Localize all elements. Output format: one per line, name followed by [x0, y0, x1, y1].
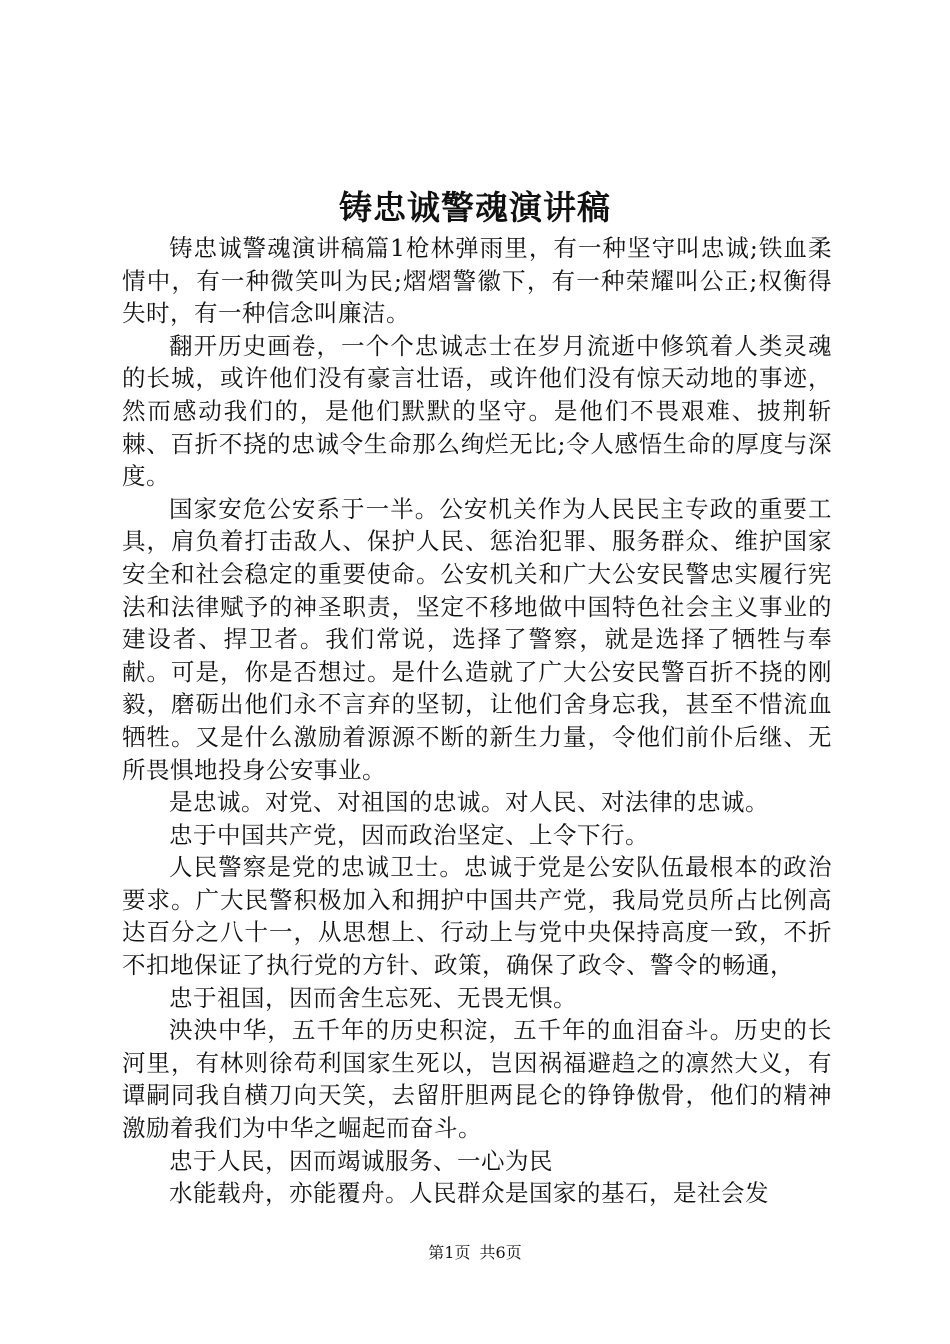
page-footer: [0, 1242, 950, 1264]
paragraph: 铸忠诚警魂演讲稿篇1枪林弹雨里，有一种坚守叫忠诚;铁血柔情中，有一种微笑叫为民;熠熠警徽下，有一种荣耀叫公正;权衡得失时，有一种信念叫廉洁。: [122, 234, 832, 328]
document-body: [122, 232, 832, 1210]
paragraph: 忠于人民，因而竭诚服务、一心为民: [169, 1146, 553, 1175]
paragraph: 国家安危公安系于一半。公安机关作为人民民主专政的重要工具，肩负着打击敌人、保护人民、惩治犯罪、服务群众、维护国家安全和社会稳定的重要使命。公安机关和广大公安民警忠实履行宪法和法律赋予的神圣职责，坚定不移地做中国特色社会主义事业的建设者、捍卫者。我们常说，选择了警察，就是选择了牺牲与奉献。可是，你是否想过。是什么造就了广大公安民警百折不挠的刚毅，磨砺出他们永不言弃的坚韧，让他们舍身忘我，甚至不惜流血牺牲。又是什么激励着源源不断的新生力量，令他们前仆后继、无所畏惧地投身公安事业。: [122, 494, 832, 784]
paragraph: 忠于中国共产党，因而政治坚定、上令下行。: [169, 820, 649, 849]
paragraph: 人民警察是党的忠诚卫士。忠诚于党是公安队伍最根本的政治要求。广大民警积极加入和拥护中国共产党，我局党员所占比例高达百分之八十一，从思想上、行动上与党中央保持高度一致，不折不扣地保证了执行党的方针、政策，确保了政令、警令的畅通，: [122, 853, 832, 980]
page-total: 共6页: [479, 1243, 522, 1262]
paragraph: 翻开历史画卷，一个个忠诚志士在岁月流逝中修筑着人类灵魂的长城，或许他们没有豪言壮语，或许他们没有惊天动地的事迹，然而感动我们的，是他们默默的坚守。是他们不畏艰难、披荆斩棘、百折不挠的忠诚令生命那么绚烂无比;令人感悟生命的厚度与深度。: [122, 331, 832, 491]
page-number: 第1页: [428, 1243, 471, 1262]
paragraph: 泱泱中华，五千年的历史积淀，五千年的血泪奋斗。历史的长河里，有林则徐苟利国家生死以，岂因祸福避趋之的凛然大义，有谭嗣同我自横刀向天笑，去留肝胆两昆仑的铮铮傲骨，他们的精神激励着我们为中华之崛起而奋斗。: [122, 1016, 832, 1143]
paragraph: 忠于祖国，因而舍生忘死、无畏无惧。: [169, 983, 577, 1012]
paragraph: 是忠诚。对党、对祖国的忠诚。对人民、对法律的忠诚。: [169, 788, 769, 817]
page-title: 铸忠诚警魂演讲稿: [339, 188, 611, 227]
paragraph: 水能载舟，亦能覆舟。人民群众是国家的基石，是社会发: [169, 1179, 769, 1208]
